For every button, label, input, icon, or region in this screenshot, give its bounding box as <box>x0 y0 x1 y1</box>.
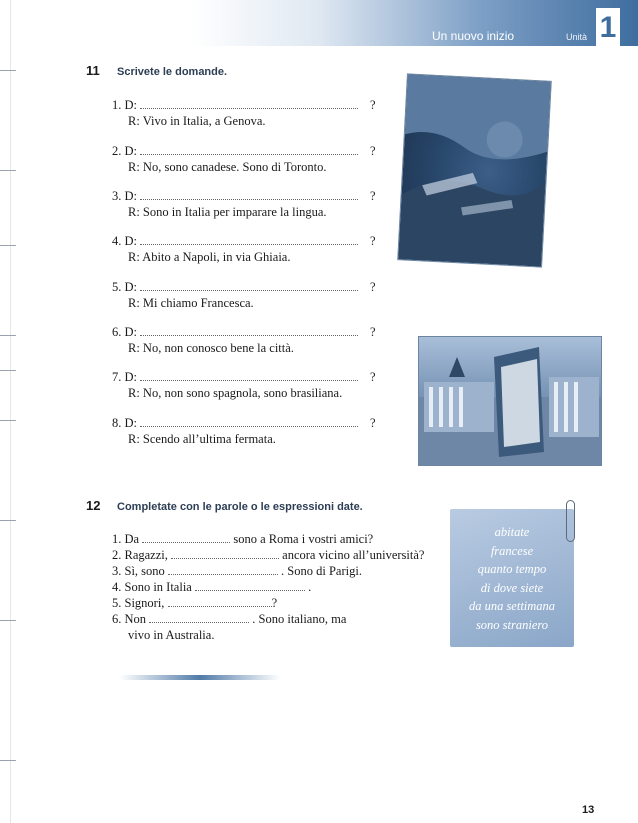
question-mark: ? <box>370 416 376 430</box>
fill-item: 4. Sono in Italia . <box>112 580 312 594</box>
answer-text: R: Mi chiamo Francesca. <box>128 296 254 310</box>
genova-aerial-photo <box>397 73 552 267</box>
question-mark: ? <box>370 189 376 203</box>
answer-blank[interactable] <box>168 565 278 575</box>
word-bank-item: da una settimana <box>468 599 556 613</box>
question-item <box>112 144 376 176</box>
exercise-title: Completate con le parole o le espressioni date. <box>117 501 363 513</box>
question-mark: ? <box>370 280 376 294</box>
answer-text: R: No, non conosco bene la città. <box>128 341 294 355</box>
answer-blank[interactable] <box>195 581 305 591</box>
question-mark: ? <box>370 234 376 248</box>
item-number: 6. <box>112 325 122 339</box>
answer-blank[interactable] <box>149 613 249 623</box>
answer-blank[interactable] <box>140 235 358 245</box>
answer-blank[interactable] <box>140 190 358 200</box>
decorative-brush-stroke <box>120 675 280 680</box>
fill-item: 1. Da sono a Roma i vostri amici? <box>112 532 374 546</box>
item-number: 4. <box>112 234 122 248</box>
question-item <box>112 189 376 221</box>
exercise-number: 11 <box>86 63 100 78</box>
answer-text: R: Vivo in Italia, a Genova. <box>128 114 266 128</box>
d-label: D: <box>124 144 137 158</box>
question-mark: ? <box>370 98 376 112</box>
question-item <box>112 234 376 266</box>
d-label: D: <box>124 325 137 339</box>
word-bank-item: sono straniero <box>475 617 549 632</box>
header-band <box>0 0 638 46</box>
d-label: D: <box>124 370 137 384</box>
d-label: D: <box>124 98 137 112</box>
question-item <box>112 370 376 402</box>
answer-blank[interactable] <box>140 371 358 381</box>
answer-text: R: Sono in Italia per imparare la lingua. <box>128 205 327 219</box>
answer-text: R: Scendo all’ultima fermata. <box>128 432 276 446</box>
question-item <box>112 416 376 448</box>
word-bank-card <box>450 509 574 647</box>
question-mark: ? <box>370 370 376 384</box>
page-number: 13 <box>582 804 595 816</box>
d-label: D: <box>124 189 137 203</box>
roma-monument-photo <box>418 336 602 466</box>
answer-blank[interactable] <box>140 326 358 336</box>
fill-item: 3. Sì, sono . Sono di Parigi. <box>112 564 362 578</box>
exercise-number: 12 <box>86 498 101 513</box>
d-label: D: <box>124 280 137 294</box>
question-item <box>112 280 376 312</box>
binding-edge <box>0 0 22 823</box>
item-number: 3. <box>112 189 122 203</box>
answer-text: R: No, non sono spagnola, sono brasiliana. <box>128 386 343 400</box>
answer-blank[interactable] <box>140 99 358 109</box>
fill-item-continuation: vivo in Australia. <box>128 628 215 642</box>
word-bank-item: francese <box>490 543 534 558</box>
unit-label: Unità <box>566 32 588 42</box>
fill-item: 2. Ragazzi, ancora vicino all’università? <box>112 548 425 562</box>
fill-in-list <box>112 531 424 643</box>
word-bank-item: di dove siete <box>480 580 544 595</box>
word-bank-item: quanto tempo <box>477 562 547 576</box>
chapter-title: Un nuovo inizio <box>432 29 515 43</box>
question-mark: ? <box>370 325 376 339</box>
answer-text: R: No, sono canadese. Sono di Toronto. <box>128 160 327 174</box>
answer-blank[interactable] <box>142 533 230 543</box>
answer-blank[interactable] <box>168 597 272 607</box>
answer-blank[interactable] <box>140 145 358 155</box>
unit-number: 1 <box>596 8 620 46</box>
question-mark: ? <box>370 144 376 158</box>
answer-text: R: Abito a Napoli, in via Ghiaia. <box>128 250 291 264</box>
word-bank-item: abitate <box>494 525 530 539</box>
exercise-title: Scrivete le domande. <box>117 66 228 78</box>
item-number: 7. <box>112 370 122 384</box>
question-item <box>112 98 376 130</box>
d-label: D: <box>124 234 137 248</box>
fill-item: 6. Non . Sono italiano, ma <box>112 612 347 626</box>
question-item <box>112 325 376 357</box>
item-number: 1. <box>112 98 122 112</box>
item-number: 8. <box>112 416 122 430</box>
fill-item: 5. Signori, ? <box>112 596 278 610</box>
item-number: 5. <box>112 280 122 294</box>
answer-blank[interactable] <box>171 549 279 559</box>
d-label: D: <box>124 416 137 430</box>
paperclip-icon <box>566 500 575 542</box>
answer-blank[interactable] <box>140 281 358 291</box>
answer-blank[interactable] <box>140 417 358 427</box>
item-number: 2. <box>112 144 122 158</box>
